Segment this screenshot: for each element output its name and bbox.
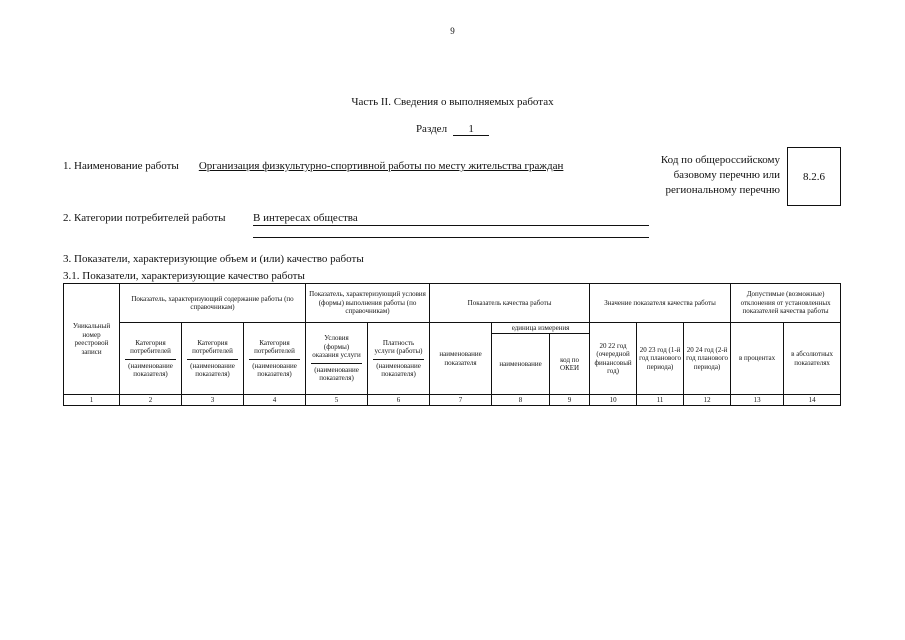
- col-number: 9: [550, 395, 590, 406]
- cond: [306, 323, 368, 395]
- indicators-title: 3. Показатели, характеризующие объем и (или) качество работы: [63, 253, 364, 265]
- quality-table: [63, 283, 841, 406]
- col-number: 3: [182, 395, 244, 406]
- quality-title: 3.1. Показатели, характеризующие качество работы: [63, 270, 305, 282]
- header-row-2: [64, 323, 841, 334]
- col-number: 1: [64, 395, 120, 406]
- percent: в процентах: [731, 323, 784, 395]
- work-name-value: Организация физкультурно-спортивной работы по месту жительства граждан: [198, 160, 564, 172]
- consumers-label: 2. Категории потребителей работы: [63, 212, 226, 224]
- cond-top: Условия (формы) оказания услуги: [311, 334, 362, 364]
- cat-2: [182, 323, 244, 395]
- col-number: 7: [430, 395, 492, 406]
- cat-1: [120, 323, 182, 395]
- code-label: [640, 153, 780, 198]
- code-label-line: региональному перечню: [665, 184, 780, 196]
- cat-1-sub: (наименование показателя): [128, 361, 173, 378]
- cat-3: [244, 323, 306, 395]
- col-number: 10: [590, 395, 637, 406]
- unit-name: наименование: [492, 334, 550, 395]
- paid-top: Платность услуги (работы): [373, 339, 424, 360]
- col-number: 8: [492, 395, 550, 406]
- section-heading: [0, 123, 905, 136]
- h-content: Показатель, характеризующий содержание работы (по справочникам): [120, 284, 306, 323]
- work-name-label: 1. Наименование работы: [63, 160, 179, 172]
- col-number: 14: [784, 395, 841, 406]
- okei: код по ОКЕИ: [550, 334, 590, 395]
- consumers-value: В интересах общества: [253, 212, 649, 226]
- col-number: 6: [368, 395, 430, 406]
- year-1: 20 22 год (очередной финансовый год): [590, 323, 637, 395]
- consumers-row: [63, 212, 358, 224]
- h-values: Значение показателя качества работы: [590, 284, 731, 323]
- code-value-box: 8.2.6: [787, 147, 841, 206]
- col-number: 2: [120, 395, 182, 406]
- col-number: 12: [684, 395, 731, 406]
- col-number: 11: [637, 395, 684, 406]
- section-label: Раздел: [415, 123, 448, 135]
- year-3: 20 24 год (2-й год планового периода): [684, 323, 731, 395]
- h-quality: Показатель качества работы: [430, 284, 590, 323]
- h-registry: Уникальный номер реестровой записи: [64, 284, 120, 395]
- code-label-line: базовому перечню или: [673, 169, 780, 181]
- col-number: 5: [306, 395, 368, 406]
- page-number: 9: [450, 26, 455, 36]
- h-deviation: Допустимые (возможные) отклонения от установленных показателей качества работы: [731, 284, 841, 323]
- unit-header: единица измерения: [492, 323, 590, 334]
- cat-3-sub: (наименование показателя): [252, 361, 297, 378]
- work-name-row: [63, 160, 563, 172]
- col-number: 4: [244, 395, 306, 406]
- absolute: в абсолютных показателях: [784, 323, 841, 395]
- cat-2-sub: (наименование показателя): [190, 361, 235, 378]
- h-conditions: Показатель, характеризующий условия (формы) выполнения работы (по справочникам): [306, 284, 430, 323]
- paid: [368, 323, 430, 395]
- cat-1-top: Категория потребителей: [125, 339, 176, 360]
- header-row-1: [64, 284, 841, 323]
- part-title: Часть II. Сведения о выполняемых работах: [351, 96, 554, 108]
- col-number: 13: [731, 395, 784, 406]
- paid-sub: (наименование показателя): [376, 361, 421, 378]
- cat-3-top: Категория потребителей: [249, 339, 300, 360]
- quality-name: наименование показателя: [430, 323, 492, 395]
- consumers-extra-line: [253, 237, 649, 238]
- year-2: 20 23 год (1-й год планового периода): [637, 323, 684, 395]
- number-row: [64, 395, 841, 406]
- section-number: 1: [453, 123, 489, 136]
- cond-sub: (наименование показателя): [314, 365, 359, 383]
- cat-2-top: Категория потребителей: [187, 339, 238, 360]
- code-label-line: Код по общероссийскому: [660, 154, 780, 166]
